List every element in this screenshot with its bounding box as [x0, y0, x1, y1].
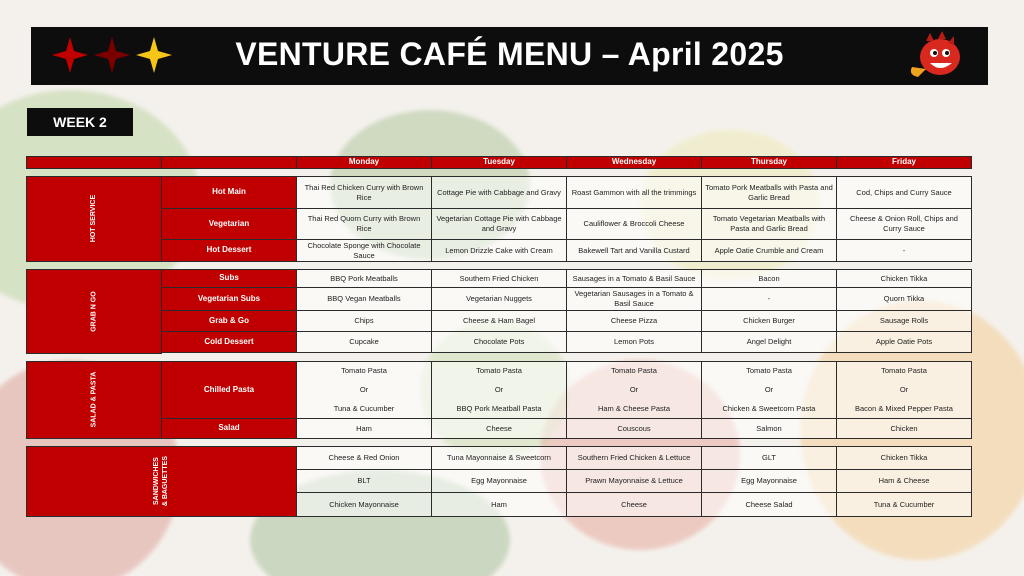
- menu-cell: Cheese: [566, 492, 702, 517]
- page-title: VENTURE CAFÉ MENU – April 2025: [235, 36, 784, 72]
- menu-cell: Vegetarian Sausages in a Tomato & Basil Sauce: [566, 287, 702, 311]
- title-banner: [31, 27, 988, 85]
- menu-cell: Angel Delight: [701, 331, 837, 353]
- menu-cell: Cheese & Onion Roll, Chips and Curry Sauce: [836, 208, 972, 240]
- menu-cell: -: [701, 287, 837, 311]
- row-label: Cold Dessert: [161, 331, 297, 353]
- menu-cell: BBQ Vegan Meatballs: [296, 287, 432, 311]
- menu-cell: Cottage Pie with Cabbage and Gravy: [431, 176, 567, 209]
- menu-cell: Vegetarian Nuggets: [431, 287, 567, 311]
- menu-cell: Apple Oatie Pots: [836, 331, 972, 353]
- salad-pasta-section: [27, 362, 976, 439]
- menu-cell: Ham: [431, 492, 567, 517]
- menu-cell: Cheese: [431, 418, 567, 439]
- menu-cell: Tomato Pasta Or Tuna & Cucumber: [296, 361, 432, 419]
- menu-cell: Cauliflower & Broccoli Cheese: [566, 208, 702, 240]
- section-label: SANDWICHES & BAGUETTES: [26, 446, 297, 517]
- menu-cell: GLT: [701, 446, 837, 470]
- header-blank: [161, 156, 297, 169]
- section-label: GRAB N GO: [26, 269, 162, 354]
- menu-cell: Chicken Tikka: [836, 446, 972, 470]
- hot-service-section: [27, 177, 976, 262]
- menu-cell: Cheese & Red Onion: [296, 446, 432, 470]
- menu-cell: Tomato Pasta Or Chicken & Sweetcorn Pasta: [701, 361, 837, 419]
- menu-cell: BLT: [296, 469, 432, 493]
- menu-cell: Bakewell Tart and Vanilla Custard: [566, 239, 702, 262]
- row-label: Hot Main: [161, 176, 297, 209]
- menu-cell: Southern Fried Chicken & Lettuce: [566, 446, 702, 470]
- menu-cell: Roast Gammon with all the trimmings: [566, 176, 702, 209]
- menu-cell: Cupcake: [296, 331, 432, 353]
- menu-cell: Tomato Vegetarian Meatballs with Pasta and Garlic Bread: [701, 208, 837, 240]
- menu-cell: Vegetarian Cottage Pie with Cabbage and Gravy: [431, 208, 567, 240]
- menu-cell: Prawn Mayonnaise & Lettuce: [566, 469, 702, 493]
- week-badge: WEEK 2: [27, 108, 133, 136]
- menu-cell: Chocolate Sponge with Chocolate Sauce: [296, 239, 432, 262]
- row-label: Chilled Pasta: [161, 361, 297, 419]
- menu-cell: Couscous: [566, 418, 702, 439]
- menu-cell: Lemon Pots: [566, 331, 702, 353]
- menu-cell: Chicken Tikka: [836, 269, 972, 288]
- menu-cell: Quorn Tikka: [836, 287, 972, 311]
- grab-n-go-section: [27, 270, 976, 354]
- sandwiches-section: [27, 447, 976, 517]
- row-label: Hot Dessert: [161, 239, 297, 262]
- menu-cell: Tuna Mayonnaise & Sweetcorn: [431, 446, 567, 470]
- menu-cell: Cheese Pizza: [566, 310, 702, 332]
- menu-cell: -: [836, 239, 972, 262]
- row-label: Salad: [161, 418, 297, 439]
- row-label: Vegetarian Subs: [161, 287, 297, 311]
- menu-table: [27, 157, 976, 517]
- row-label: Subs: [161, 269, 297, 288]
- row-label: Grab & Go: [161, 310, 297, 332]
- menu-cell: Chocolate Pots: [431, 331, 567, 353]
- menu-cell: Tomato Pasta Or BBQ Pork Meatball Pasta: [431, 361, 567, 419]
- menu-cell: Ham: [296, 418, 432, 439]
- menu-cell: Chicken Burger: [701, 310, 837, 332]
- menu-cell: Ham & Cheese: [836, 469, 972, 493]
- menu-cell: Chips: [296, 310, 432, 332]
- menu-cell: Cod, Chips and Curry Sauce: [836, 176, 972, 209]
- section-label: SALAD & PASTA: [26, 361, 162, 439]
- menu-cell: Egg Mayonnaise: [701, 469, 837, 493]
- row-label: Vegetarian: [161, 208, 297, 240]
- dragon-mascot-icon: [904, 31, 966, 81]
- day-header: Wednesday: [566, 156, 702, 169]
- header-blank: [26, 156, 162, 169]
- menu-cell: Sausage Rolls: [836, 310, 972, 332]
- menu-cell: Apple Oatie Crumble and Cream: [701, 239, 837, 262]
- menu-cell: Cheese & Ham Bagel: [431, 310, 567, 332]
- menu-cell: Chicken Mayonnaise: [296, 492, 432, 517]
- day-header: Monday: [296, 156, 432, 169]
- day-header: Friday: [836, 156, 972, 169]
- menu-cell: Lemon Drizzle Cake with Cream: [431, 239, 567, 262]
- menu-cell: Southern Fried Chicken: [431, 269, 567, 288]
- menu-cell: BBQ Pork Meatballs: [296, 269, 432, 288]
- menu-cell: Thai Red Quorn Curry with Brown Rice: [296, 208, 432, 240]
- menu-cell: Tuna & Cucumber: [836, 492, 972, 517]
- menu-cell: Sausages in a Tomato & Basil Sauce: [566, 269, 702, 288]
- menu-cell: Tomato Pasta Or Bacon & Mixed Pepper Pasta: [836, 361, 972, 419]
- menu-cell: Tomato Pasta Or Ham & Cheese Pasta: [566, 361, 702, 419]
- day-header-row: [27, 157, 976, 169]
- menu-cell: Egg Mayonnaise: [431, 469, 567, 493]
- menu-cell: Bacon: [701, 269, 837, 288]
- menu-cell: Cheese Salad: [701, 492, 837, 517]
- menu-cell: Chicken: [836, 418, 972, 439]
- day-header: Thursday: [701, 156, 837, 169]
- section-label: HOT SERVICE: [26, 176, 162, 262]
- menu-cell: Salmon: [701, 418, 837, 439]
- day-header: Tuesday: [431, 156, 567, 169]
- menu-cell: Tomato Pork Meatballs with Pasta and Garlic Bread: [701, 176, 837, 209]
- menu-cell: Thai Red Chicken Curry with Brown Rice: [296, 176, 432, 209]
